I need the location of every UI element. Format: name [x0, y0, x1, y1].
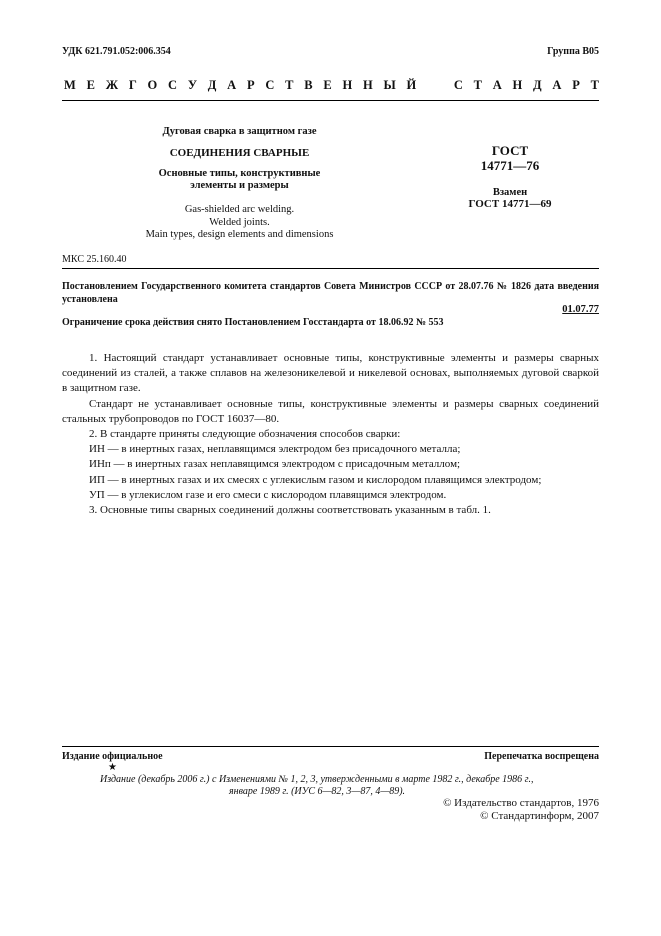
- list-item: ИН — в инертных газах, неплавящимся электродом без присадочного металла;: [89, 443, 461, 456]
- group-code: Группа В05: [547, 46, 599, 57]
- title-divider: [62, 268, 599, 269]
- heading-letter: О: [147, 78, 158, 92]
- list-item: ИНп — в инертных газах неплавящимся электродом с присадочным металлом;: [89, 458, 461, 471]
- heading-letter: Н: [342, 78, 353, 92]
- heading-letter: Т: [285, 78, 294, 92]
- heading-letter: Т: [473, 78, 482, 92]
- heading-letter: А: [227, 78, 237, 92]
- heading-letter: Ы: [383, 78, 396, 92]
- heading-letter: Д: [207, 78, 217, 92]
- title-english-3: Main types, design elements and dimensions: [145, 229, 334, 240]
- heading-letter: С: [265, 78, 275, 92]
- udk-code: УДК 621.791.052:006.354: [62, 46, 171, 57]
- heading-letter: С: [453, 78, 463, 92]
- title-block: [62, 126, 417, 242]
- replaces-label: Взамен: [492, 187, 528, 198]
- list-item: УП — в углекислом газе и его смеси с кислородом плавящимся электродом.: [89, 488, 447, 501]
- heading-letter: А: [552, 78, 562, 92]
- heading-letter: Н: [512, 78, 523, 92]
- copyright-1: © Издательство стандартов, 1976: [443, 797, 599, 809]
- title-english-1: Gas-shielded arc welding.: [184, 204, 295, 215]
- limitation-text: Ограничение срока действия снято Постановлением Госстандарта от 18.06.92 № 553: [62, 317, 444, 328]
- heading-letter: Ж: [105, 78, 119, 92]
- replaces-value: ГОСТ 14771—69: [468, 198, 552, 210]
- paragraph: 3. Основные типы сварных соединений должны соответствовать указанным в табл. 1.: [89, 504, 491, 517]
- heading-letter: Н: [363, 78, 373, 92]
- official-edition: Издание официальное: [62, 751, 163, 762]
- edition-note-1: Издание (декабрь 2006 г.) с Изменениями № 1, 2, 3, утвержденными в марте 1982 г., декабре 1986 г.,: [100, 774, 534, 785]
- heading-letter: С: [168, 78, 178, 92]
- paragraph: 1. Настоящий стандарт устанавливает основные типы, конструктивные элементы и размеры сварных соединений из сталей, а также сплавов на железоникелевой и никелевой основах, выполняемых дуговой сваркой в защитном газе.: [62, 352, 599, 395]
- title-line-1: Дуговая сварка в защитном газе: [162, 126, 317, 137]
- copyright-2: © Стандартинформ, 2007: [480, 810, 599, 822]
- heading-letter: А: [492, 78, 502, 92]
- gost-number: 14771—76: [480, 158, 540, 173]
- paragraph: Стандарт не устанавливает основные типы, конструктивные элементы и размеры сварных соединений стальных трубопроводов по ГОСТ 16037—80.: [62, 397, 599, 425]
- edition-note-2: январе 1989 г. (ИУС 6—82, 3—87, 4—89).: [229, 786, 406, 797]
- heading-letter: Р: [572, 78, 580, 92]
- heading-letter: Д: [533, 78, 542, 92]
- title-subtitle-1: Основные типы, конструктивные: [158, 168, 321, 179]
- title-subtitle-2: элементы и размеры: [190, 180, 289, 191]
- heading-gap: [427, 78, 443, 93]
- mks-code: МКС 25.160.40: [62, 254, 127, 265]
- title-english-2: Welded joints.: [209, 216, 270, 228]
- heading-letter: У: [187, 78, 198, 92]
- footer-divider: [62, 746, 599, 747]
- body-content: [62, 351, 599, 518]
- effective-date: 01.07.77: [562, 304, 599, 315]
- heading-letter: Т: [590, 78, 599, 92]
- star-icon: ★: [108, 762, 117, 773]
- heading-letter: Е: [86, 78, 95, 92]
- header-divider: [62, 100, 599, 101]
- heading-letter: Е: [323, 78, 332, 92]
- decree-text: Постановлением Государственного комитета стандартов Совета Министров СССР от 28.07.76 № 1826 дата введения установлена: [62, 281, 599, 305]
- heading-letter: Й: [406, 78, 417, 92]
- list-item: ИП — в инертных газах и их смесях с углекислым газом и кислородом плавящимся электродом;: [89, 473, 542, 486]
- heading-letter: Р: [246, 78, 255, 92]
- paragraph: 2. В стандарте приняты следующие обозначения способов сварки:: [89, 428, 401, 441]
- gost-label: ГОСТ: [491, 143, 529, 158]
- title-main: СОЕДИНЕНИЯ СВАРНЫЕ: [169, 147, 310, 159]
- heading-letter: В: [304, 78, 313, 92]
- heading-letter: Г: [128, 78, 137, 92]
- gost-designation: [440, 143, 580, 210]
- reprint-notice: Перепечатка воспрещена: [484, 751, 599, 762]
- standard-type-heading: [64, 78, 599, 93]
- heading-letter: М: [64, 78, 76, 92]
